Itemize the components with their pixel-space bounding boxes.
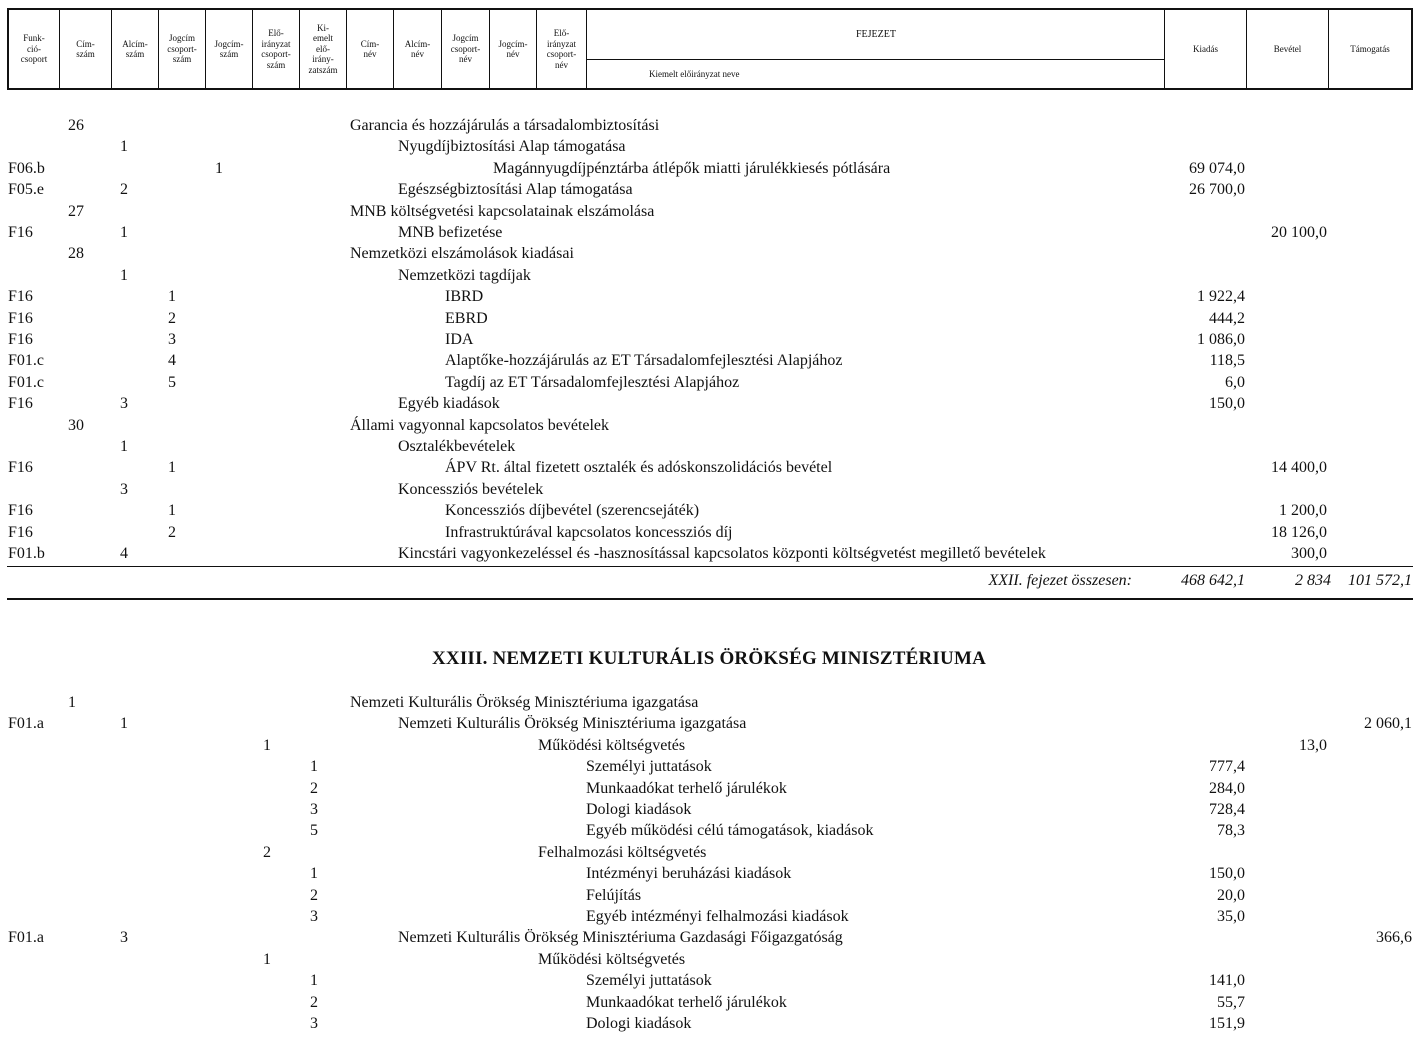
table-row <box>0 713 1418 735</box>
header-tamogatas: Támogatás <box>1350 43 1390 54</box>
total-top-rule <box>7 566 1413 567</box>
item-name: IDA <box>445 331 474 348</box>
kiadas-value: 26 700,0 <box>1189 181 1245 199</box>
table-row <box>0 735 1418 757</box>
alcim-szam: 3 <box>120 480 128 498</box>
eloiranyzat-csoport-szam: 1 <box>263 736 271 754</box>
table-row <box>0 158 1418 180</box>
kiadas-value: 151,9 <box>1209 1015 1245 1032</box>
kiadas-value: 78,3 <box>1217 822 1245 840</box>
item-name: ÁPV Rt. által fizetett osztalék és adóskonszolidációs bevétel <box>445 459 833 477</box>
funkcio-csoport: F01.a <box>8 715 44 733</box>
alcim-szam: 1 <box>120 266 128 284</box>
jogcim-csoport-szam: 1 <box>168 288 176 306</box>
funkcio-csoport: F16 <box>8 224 33 241</box>
item-name: Nemzeti Kulturális Örökség Minisztériuma igazgatása <box>350 694 699 711</box>
table-row <box>0 970 1418 992</box>
alcim-szam: 1 <box>120 715 128 733</box>
table-row <box>0 842 1418 864</box>
header-cim-nev: Cím- név <box>347 10 394 88</box>
item-name: Garancia és hozzájárulás a társadalombiztosítási <box>350 117 660 134</box>
item-name: MNB költségvetési kapcsolatainak elszámolása <box>350 202 655 220</box>
eloiranyzat-csoport-szam: 2 <box>263 843 271 861</box>
jogcim-csoport-szam: 2 <box>168 309 176 327</box>
bevetel-value: 14 400,0 <box>1271 459 1327 477</box>
item-name: EBRD <box>445 309 488 327</box>
table-row <box>0 243 1418 265</box>
table-row <box>0 949 1418 971</box>
kiemelt-eloiranyzat-szam: 1 <box>310 972 318 990</box>
kiemelt-eloiranyzat-szam: 3 <box>310 1015 318 1032</box>
alcim-szam: 3 <box>120 929 128 947</box>
jogcim-csoport-szam: 2 <box>168 523 176 541</box>
table-row <box>0 222 1418 244</box>
funkcio-csoport: F16 <box>8 395 33 413</box>
header-alcim-nev: Alcím- név <box>394 10 442 88</box>
kiadas-value: 69 074,0 <box>1189 159 1245 177</box>
kiemelt-eloiranyzat-szam: 2 <box>310 779 318 797</box>
kiadas-value: 150,0 <box>1209 395 1245 413</box>
item-name: Nyugdíjbiztosítási Alap támogatása <box>398 138 626 156</box>
item-name: IBRD <box>445 288 484 306</box>
item-name: Működési költségvetés <box>538 950 686 968</box>
table-row <box>0 1013 1418 1035</box>
header-alcim-szam: Alcím- szám <box>112 10 159 88</box>
kiadas-value: 6,0 <box>1225 373 1245 391</box>
bevetel-value: 300,0 <box>1291 545 1327 562</box>
bevetel-value: 18 126,0 <box>1271 523 1327 541</box>
funkcio-csoport: F01.c <box>8 373 44 391</box>
alcim-szam: 3 <box>120 395 128 413</box>
header-cim-szam: Cím- szám <box>60 10 112 88</box>
item-name: Infrastruktúrával kapcsolatos koncessziós díj <box>445 523 733 541</box>
eloiranyzat-csoport-szam: 1 <box>263 950 271 968</box>
item-name: Egyéb intézményi felhalmozási kiadások <box>586 908 849 925</box>
table-row <box>0 906 1418 928</box>
header-fejezet: FEJEZET <box>587 10 1165 60</box>
jogcim-csoport-szam: 5 <box>168 373 176 391</box>
item-name: Magánnyugdíjpénztárba átlépők miatti járulékkiesés pótlására <box>493 159 891 177</box>
table-row <box>0 457 1418 479</box>
cim-szam: 27 <box>68 202 84 220</box>
cim-szam: 1 <box>68 694 76 711</box>
item-name: Osztalékbevételek <box>398 438 516 455</box>
item-name: Tagdíj az ET Társadalomfejlesztési Alapjához <box>445 373 740 391</box>
item-name: Kincstári vagyonkezeléssel és -hasznosítással kapcsolatos központi költségvetést megillető bevételek <box>398 545 1046 562</box>
kiadas-value: 444,2 <box>1209 309 1245 327</box>
table-row <box>0 286 1418 308</box>
item-name: Nemzeti Kulturális Örökség Minisztériuma igazgatása <box>398 715 747 733</box>
item-name: Személyi juttatások <box>586 758 712 776</box>
table-row <box>0 479 1418 501</box>
funkcio-csoport: F05.e <box>8 181 44 199</box>
item-name: Alaptőke-hozzájárulás az ET Társadalomfejlesztési Alapjához <box>445 352 843 370</box>
kiemelt-eloiranyzat-szam: 3 <box>310 801 318 818</box>
table-row <box>0 179 1418 201</box>
funkcio-csoport: F01.b <box>8 545 45 562</box>
item-name: Működési költségvetés <box>538 736 686 754</box>
funkcio-csoport: F16 <box>8 523 33 541</box>
funkcio-csoport: F01.c <box>8 352 44 370</box>
table-row <box>0 115 1418 137</box>
item-name: Egészségbiztosítási Alap támogatása <box>398 181 633 199</box>
alcim-szam: 1 <box>120 224 128 241</box>
header-jogcim-csoport-nev: Jogcím csoport- név <box>442 10 490 88</box>
item-name: Koncessziós bevételek <box>398 480 544 498</box>
alcim-szam: 2 <box>120 181 128 199</box>
header-bevetel: Bevétel <box>1247 10 1329 88</box>
item-name: Koncessziós díjbevétel (szerencsejáték) <box>445 502 700 520</box>
bevetel-value: 13,0 <box>1299 736 1327 754</box>
kiadas-value: 1 086,0 <box>1197 331 1245 348</box>
table-row <box>0 201 1418 223</box>
table-row <box>0 885 1418 907</box>
header-kiadas: Kiadás <box>1165 10 1247 88</box>
item-name: Munkaadókat terhelő járulékok <box>586 779 787 797</box>
table-row <box>0 820 1418 842</box>
item-name: Egyéb működési célú támogatások, kiadások <box>586 822 874 840</box>
chapter-total-bevetel: 2 834 <box>1295 572 1331 589</box>
jogcim-csoport-szam: 1 <box>168 459 176 477</box>
kiadas-value: 777,4 <box>1209 758 1245 776</box>
kiadas-value: 150,0 <box>1209 865 1245 883</box>
table-row <box>0 372 1418 394</box>
jogcim-csoport-szam: 4 <box>168 352 176 370</box>
header-jogcim-csoport-szam: Jogcím csoport- szám <box>159 10 206 88</box>
item-name: Nemzetközi elszámolások kiadásai <box>350 245 574 263</box>
alcim-szam: 1 <box>120 438 128 455</box>
item-name: Állami vagyonnal kapcsolatos bevételek <box>350 416 610 434</box>
item-name: Dologi kiadások <box>586 1015 692 1032</box>
jogcim-csoport-szam: 1 <box>168 502 176 520</box>
table-row <box>0 692 1418 714</box>
jogcim-szam: 1 <box>215 159 223 177</box>
table-row <box>0 756 1418 778</box>
jogcim-csoport-szam: 3 <box>168 331 176 348</box>
kiadas-value: 55,7 <box>1217 993 1245 1011</box>
alcim-szam: 1 <box>120 138 128 156</box>
table-row <box>0 350 1418 372</box>
kiemelt-eloiranyzat-szam: 3 <box>310 908 318 925</box>
funkcio-csoport: F16 <box>8 309 33 327</box>
funkcio-csoport: F16 <box>8 288 33 306</box>
table-row <box>0 778 1418 800</box>
item-name: Egyéb kiadások <box>398 395 500 413</box>
header-funkcio-csoport: Funk- ció- csoport <box>9 10 60 88</box>
table-row <box>0 329 1418 351</box>
chapter-total-label: XXII. fejezet összesen: <box>988 572 1132 589</box>
cim-szam: 28 <box>68 245 84 263</box>
header-jogcim-nev: Jogcím- név <box>490 10 537 88</box>
funkcio-csoport: F01.a <box>8 929 44 947</box>
header-kiemelt-eloiranyzat-neve: Kiemelt előirányzat neve <box>649 69 740 79</box>
kiadas-value: 1 922,4 <box>1197 288 1245 306</box>
bevetel-value: 1 200,0 <box>1279 502 1327 520</box>
chapter-total-kiadas: 468 642,1 <box>1181 572 1245 589</box>
tamogatas-value: 366,6 <box>1376 929 1412 947</box>
total-bottom-rule <box>7 598 1413 600</box>
section-title: XXIII. NEMZETI KULTURÁLIS ÖRÖKSÉG MINISZTÉRIUMA <box>431 648 986 669</box>
cim-szam: 30 <box>68 416 84 434</box>
tamogatas-value: 2 060,1 <box>1364 715 1412 733</box>
kiadas-value: 20,0 <box>1217 886 1245 904</box>
column-header-table <box>7 8 1413 90</box>
table-row <box>0 308 1418 330</box>
table-row <box>0 136 1418 158</box>
table-row <box>0 927 1418 949</box>
kiemelt-eloiranyzat-szam: 1 <box>310 758 318 776</box>
bevetel-value: 20 100,0 <box>1271 224 1327 241</box>
table-row <box>0 393 1418 415</box>
item-name: MNB befizetése <box>398 224 503 241</box>
funkcio-csoport: F16 <box>8 459 33 477</box>
header-eloiranyzat-csoport-szam: Elő- irányzat csoport- szám <box>253 10 300 88</box>
header-kiemelt-eloiranyzat-szam: Ki- emelt elő- irány- zatszám <box>300 10 347 88</box>
alcim-szam: 4 <box>120 545 128 562</box>
item-name: Nemzetközi tagdíjak <box>398 266 531 284</box>
kiadas-value: 284,0 <box>1209 779 1245 797</box>
table-row <box>0 522 1418 544</box>
header-jogcim-szam: Jogcím- szám <box>206 10 253 88</box>
kiemelt-eloiranyzat-szam: 2 <box>310 886 318 904</box>
table-row <box>0 265 1418 287</box>
table-row <box>0 992 1418 1014</box>
item-name: Intézményi beruházási kiadások <box>586 865 792 883</box>
header-eloiranyzat-csoport-nev: Elő- irányzat csoport- név <box>537 10 587 88</box>
chapter-total-tamogatas: 101 572,1 <box>1348 572 1412 589</box>
funkcio-csoport: F06.b <box>8 159 45 177</box>
kiemelt-eloiranyzat-szam: 1 <box>310 865 318 883</box>
kiadas-value: 728,4 <box>1209 801 1245 818</box>
kiadas-value: 118,5 <box>1209 352 1245 370</box>
item-name: Személyi juttatások <box>586 972 712 990</box>
item-name: Nemzeti Kulturális Örökség Minisztériuma Gazdasági Főigazgatóság <box>398 929 843 947</box>
table-row <box>0 500 1418 522</box>
table-row <box>0 863 1418 885</box>
kiadas-value: 141,0 <box>1209 972 1245 990</box>
table-row <box>0 415 1418 437</box>
table-row <box>0 799 1418 821</box>
cim-szam: 26 <box>68 117 84 134</box>
kiemelt-eloiranyzat-szam: 5 <box>310 822 318 840</box>
kiadas-value: 35,0 <box>1217 908 1245 925</box>
item-name: Felhalmozási költségvetés <box>538 843 707 861</box>
item-name: Dologi kiadások <box>586 801 692 818</box>
kiemelt-eloiranyzat-szam: 2 <box>310 993 318 1011</box>
item-name: Munkaadókat terhelő járulékok <box>586 993 787 1011</box>
funkcio-csoport: F16 <box>8 502 33 520</box>
table-row <box>0 543 1418 565</box>
item-name: Felújítás <box>586 886 642 904</box>
table-row <box>0 436 1418 458</box>
funkcio-csoport: F16 <box>8 331 33 348</box>
